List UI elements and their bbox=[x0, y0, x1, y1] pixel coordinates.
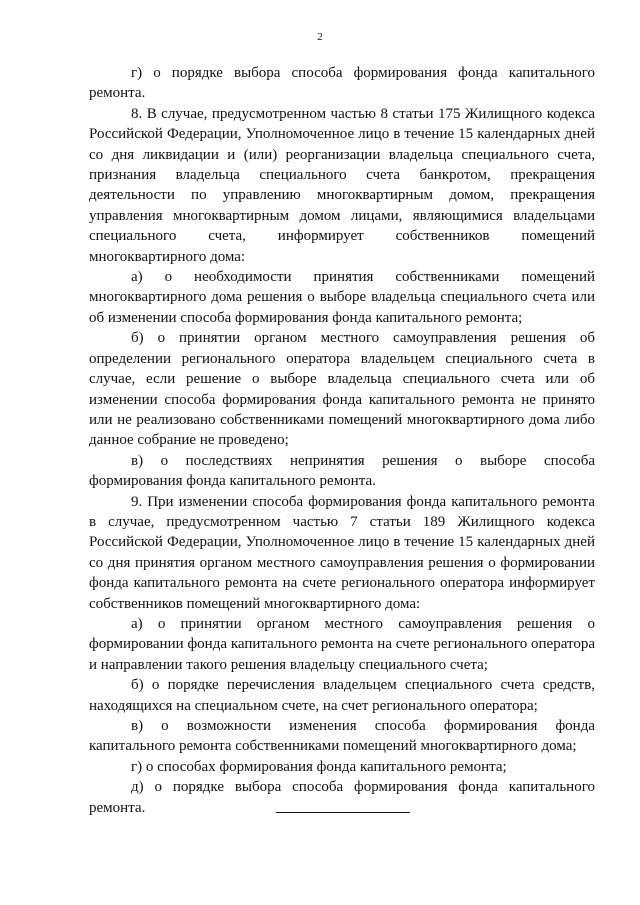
end-separator-line bbox=[276, 812, 410, 813]
paragraph-9-b: б) о порядке перечисления владельцем специального счета средств, находящихся на специальном счете, на счет регионального оператора; bbox=[89, 677, 595, 714]
paragraph-9: 9. При изменении способа формирования фонда капитального ремонта в случае, предусмотренном частью 7 статьи 189 Жилищного кодекса Российской Федерации, Уполномоченное лицо в течение 15 календарных дней со дня принятия органом местного самоуправления решения о формировании фонда капитального ремонта на счете регионального оператора информирует собственников помещений многоквартирного дома: bbox=[89, 493, 595, 612]
paragraph-8-b: б) о принятии органом местного самоуправления решения об определении регионального оператора владельцем специального счета в случае, если решение о выборе владельца специального счета или об изменении способа формирования фонда капитального ремонта не принято или не реализовано собственниками помещений многоквартирного дома либо данное собрание не проведено; bbox=[89, 330, 595, 449]
paragraph-9-g: г) о способах формирования фонда капитального ремонта; bbox=[131, 758, 507, 775]
paragraph-9-v: в) о возможности изменения способа формирования фонда капитального ремонта собственниками помещений многоквартирного дома; bbox=[89, 718, 595, 755]
paragraph-g-selection-order: г) о порядке выбора способа формирования фонда капитального ремонта. bbox=[89, 65, 595, 102]
paragraph-9-d: д) о порядке выбора способа формирования фонда капитального ремонта. bbox=[89, 779, 595, 816]
paragraph-8-a: а) о необходимости принятия собственниками помещений многоквартирного дома решения о выборе владельца специального счета или об изменении способа формирования фонда капитального ремонта; bbox=[89, 269, 595, 326]
page-number: 2 bbox=[317, 31, 323, 43]
paragraph-8: 8. В случае, предусмотренном частью 8 статьи 175 Жилищного кодекса Российской Федерации, Уполномоченное лицо в течение 15 календарных дней со дня ликвидации и (или) реорганизации владельца специального счета, признания владельца специального счета банкротом, прекращения деятельности по управлению многоквартирным домом, прекращения управления многоквартирным домом лицами, являющимися владельцами специального счета, информирует собственников помещений многоквартирного дома: bbox=[89, 105, 595, 265]
paragraph-9-a: а) о принятии органом местного самоуправления решения о формировании фонда капитального ремонта на счете регионального оператора и направлении такого решения владельцу специального счета; bbox=[89, 615, 595, 673]
document-body bbox=[89, 63, 595, 818]
paragraph-8-v: в) о последствиях непринятия решения о выборе способа формирования фонда капитального ремонта. bbox=[89, 452, 595, 490]
